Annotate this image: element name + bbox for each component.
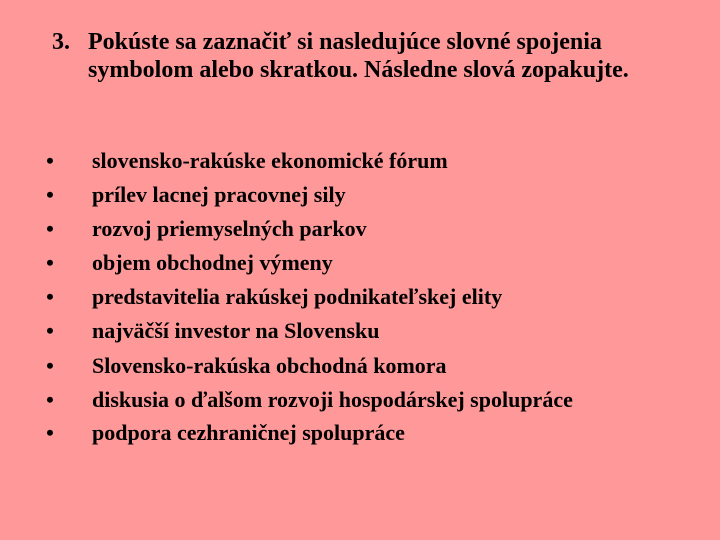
list-item (0, 318, 720, 345)
bullet-icon: • (46, 318, 54, 344)
bullet-icon: • (46, 352, 54, 378)
phrase-text: rozvoj priemyselných parkov (92, 216, 367, 242)
phrase-text: predstavitelia rakúskej podnikateľskej elity (92, 284, 503, 310)
phrase-text: slovensko-rakúske ekonomické fórum (92, 148, 448, 173)
bullet-icon: • (46, 420, 54, 446)
list-item (0, 148, 720, 175)
bullet-icon: • (46, 148, 54, 173)
bullet-icon: • (46, 216, 54, 242)
list-item (0, 216, 720, 243)
bullet-icon: • (46, 250, 54, 276)
task-number: 3. (52, 29, 70, 55)
phrase-text: diskusia o ďalšom rozvoji hospodárskej spolupráce (92, 386, 573, 412)
phrase-text: objem obchodnej výmeny (92, 250, 333, 276)
bullet-icon: • (46, 386, 54, 412)
list-item (0, 182, 720, 209)
list-item (0, 420, 720, 447)
task-instruction: Pokúste sa zaznačiť si nasledujúce slovné spojenia symbolom alebo skratkou. Následne slová zopakujte. (88, 29, 629, 83)
bullet-icon: • (46, 284, 54, 310)
task-heading (52, 28, 672, 84)
phrase-text: najväčší investor na Slovensku (92, 318, 380, 344)
bullet-icon: • (46, 182, 54, 208)
list-item (0, 353, 720, 380)
phrase-list (0, 148, 720, 454)
phrase-text: Slovensko-rakúska obchodná komora (92, 352, 447, 378)
list-item (0, 284, 720, 311)
phrase-text: podpora cezhraničnej spolupráce (92, 420, 405, 446)
list-item (0, 250, 720, 277)
phrase-text: prílev lacnej pracovnej sily (92, 182, 346, 208)
list-item (0, 387, 720, 414)
